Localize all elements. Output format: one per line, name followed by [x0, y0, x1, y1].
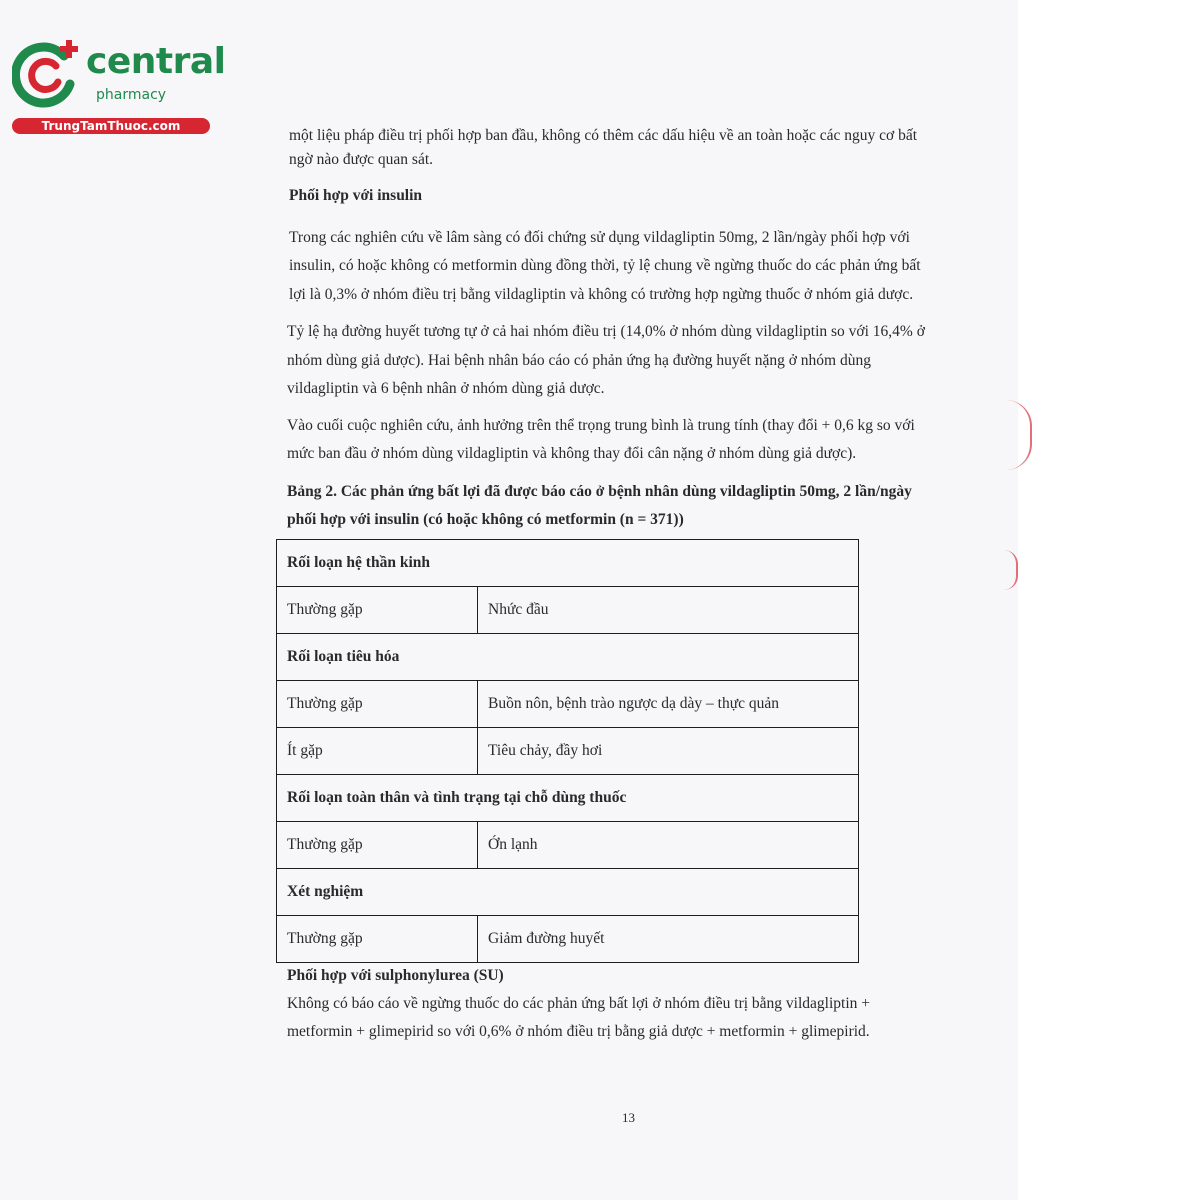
table-row — [277, 587, 859, 634]
table-frequency-cell: Thường gặp — [277, 822, 478, 869]
table-frequency-cell: Thường gặp — [277, 681, 478, 728]
table-reaction-cell: Tiêu chảy, đầy hơi — [478, 728, 859, 775]
table-title: phối hợp với insulin (có hoặc không có metformin (n = 371)) — [287, 511, 684, 528]
paragraph-line: mức ban đầu ở nhóm dùng vildagliptin và không thay đổi cân nặng ở nhóm dùng giả dược). — [287, 445, 857, 462]
paragraph-line: Vào cuối cuộc nghiên cứu, ảnh hưởng trên thể trọng trung bình là trung tính (thay đổi + 0,6 kg so với — [287, 417, 915, 434]
table-category-cell: Rối loạn hệ thần kinh — [277, 540, 859, 587]
paragraph-line: một liệu pháp điều trị phối hợp ban đầu, không có thêm các dấu hiệu về an toàn hoặc các nguy cơ bất — [289, 127, 918, 144]
paragraph-line: nhóm dùng giả dược). Hai bệnh nhân báo cáo có phản ứng hạ đường huyết nặng ở nhóm dùng — [287, 352, 871, 369]
logo-subtitle: pharmacy — [96, 87, 167, 103]
table-category-cell: Xét nghiệm — [277, 869, 859, 916]
table-row — [277, 822, 859, 869]
page-margin — [1018, 0, 1200, 1200]
table-row — [277, 728, 859, 775]
paragraph-line: Tỷ lệ hạ đường huyết tương tự ở cả hai nhóm điều trị (14,0% ở nhóm dùng vildagliptin so với 16,4% ở — [287, 323, 925, 340]
table-category-cell: Rối loạn toàn thân và tình trạng tại chỗ dùng thuốc — [277, 775, 859, 822]
central-pharmacy-logo-icon — [12, 38, 82, 108]
table-frequency-cell: Thường gặp — [277, 587, 478, 634]
logo-website: TrungTamThuoc.com — [12, 118, 210, 134]
section-heading-sulphonylurea: Phối hợp với sulphonylurea (SU) — [287, 967, 504, 984]
table-reaction-cell: Nhức đầu — [478, 587, 859, 634]
section-heading-insulin: Phối hợp với insulin — [289, 187, 423, 204]
paragraph-line: insulin, có hoặc không có metformin dùng đồng thời, tỷ lệ chung về ngừng thuốc do các phản ứng bất — [289, 257, 921, 274]
paragraph-line: Trong các nghiên cứu về lâm sàng có đối chứng sử dụng vildagliptin 50mg, 2 lần/ngày phối hợp với — [289, 229, 910, 246]
page-number: 13 — [622, 1110, 635, 1125]
table-reaction-cell: Buồn nôn, bệnh trào ngược dạ dày – thực quản — [478, 681, 859, 728]
table-reaction-cell: Ớn lạnh — [478, 822, 859, 869]
logo-name: central — [86, 41, 226, 82]
table-reaction-cell: Giảm đường huyết — [478, 916, 859, 963]
adverse-reactions-table — [276, 539, 859, 963]
paragraph-line: vildagliptin và 6 bệnh nhân ở nhóm dùng giả dược. — [287, 380, 605, 397]
paragraph-line: ngờ nào được quan sát. — [289, 151, 434, 168]
table-frequency-cell: Ít gặp — [277, 728, 478, 775]
table-row — [277, 916, 859, 963]
table-row — [277, 634, 859, 681]
table-frequency-cell: Thường gặp — [277, 916, 478, 963]
paragraph-line: Không có báo cáo về ngừng thuốc do các phản ứng bất lợi ở nhóm điều trị bằng vildagliptin + — [287, 995, 871, 1012]
paragraph-line: lợi là 0,3% ở nhóm điều trị bằng vildagliptin và không có trường hợp ngừng thuốc ở nhóm giả dược. — [289, 286, 914, 303]
table-row — [277, 869, 859, 916]
table-row — [277, 775, 859, 822]
paragraph-line: metformin + glimepirid so với 0,6% ở nhóm điều trị bằng giả dược + metformin + glimepirid. — [287, 1023, 870, 1040]
table-category-cell: Rối loạn tiêu hóa — [277, 634, 859, 681]
table-row — [277, 681, 859, 728]
table-row — [277, 540, 859, 587]
table-title: Bảng 2. Các phản ứng bất lợi đã được báo cáo ở bệnh nhân dùng vildagliptin 50mg, 2 lần/ngày — [287, 483, 912, 500]
